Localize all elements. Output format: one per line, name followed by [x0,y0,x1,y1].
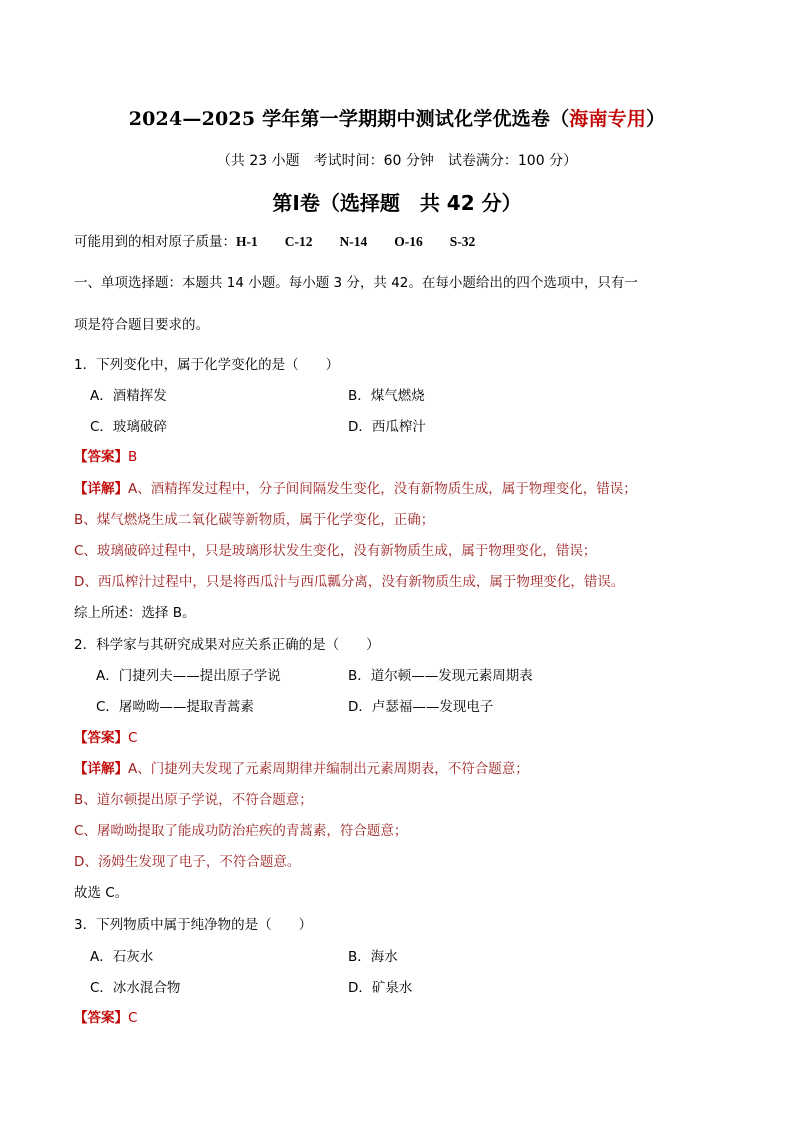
question-2-option-c: C．屠呦呦——提取青蒿素 [96,699,254,715]
question-1-detail-b: B、煤气燃烧生成二氧化碳等新物质，属于化学变化，正确； [74,512,435,528]
detail-tag: 【详解】 [74,761,128,777]
question-2-detail-d: D、汤姆生发现了电子，不符合题意。 [74,854,301,870]
question-1-option-a: A．酒精挥发 [90,388,167,404]
question-1-detail-c: C、玻璃破碎过程中，只是玻璃形状发生变化，没有新物质生成，属于物理变化，错误； [74,543,597,559]
question-1-summary: 综上所述：选择 B。 [74,605,196,621]
answer-tag: 【答案】 [74,1010,128,1026]
answer-tag: 【答案】 [74,730,128,746]
answer-tag: 【答案】 [74,449,128,465]
answer-value: C [128,730,138,746]
question-1-detail-a [74,477,637,497]
question-1-option-c: C．玻璃破碎 [90,419,167,435]
question-3-option-c: C．冰水混合物 [90,980,181,996]
question-2-detail-b: B、道尔顿提出原子学说，不符合题意； [74,792,313,808]
question-2-summary: 故选 C。 [74,885,129,901]
question-3-option-d: D．矿泉水 [348,980,413,996]
question-2-detail-a [74,757,529,777]
page-title [0,104,794,131]
instructions-line-1: 一、单项选择题：本题共 14 小题。每小题 3 分，共 42。在每小题给出的四个选项中，只有一 [74,275,638,291]
section-heading: 第Ⅰ卷（选择题 共 42 分） [272,191,522,215]
question-1-stem: 1．下列变化中，属于化学变化的是（ ） [74,357,340,373]
question-2-detail-c: C、屠呦呦提取了能成功防治疟疾的青蒿素，符合题意； [74,823,408,839]
title-main: 2024—2025 学年第一学期期中测试化学优选卷（ [128,108,570,130]
question-2-option-a: A．门捷列夫——提出原子学说 [96,668,281,684]
question-2-option-d: D．卢瑟福——发现电子 [348,699,494,715]
instructions-line-2: 项是符合题目要求的。 [74,317,209,333]
answer-value: C [128,1010,138,1026]
question-2-option-b: B．道尔顿——发现元素周期表 [348,668,533,684]
question-1-detail-d: D、西瓜榨汁过程中，只是将西瓜汁与西瓜瓤分离，没有新物质生成，属于物理变化，错误。 [74,574,625,590]
detail-text: A、酒精挥发过程中，分子间间隔发生变化，没有新物质生成，属于物理变化，错误； [128,481,637,497]
question-1-answer [74,445,137,465]
atomic-masses [74,230,475,250]
question-3-option-a: A．石灰水 [90,949,154,965]
question-1-option-b: B．煤气燃烧 [348,388,425,404]
title-end: ） [646,108,666,130]
title-region: 海南专用 [569,108,647,130]
question-3-answer [74,1006,137,1026]
question-2-answer [74,726,137,746]
answer-value: B [128,449,138,465]
exam-subtitle: （共 23 小题 考试时间：60 分钟 试卷满分：100 分） [216,153,578,169]
atomic-masses-label: 可能用到的相对原子质量： [74,234,236,250]
atomic-masses-values: H-1 C-12 N-14 O-16 S-32 [236,234,476,249]
question-1-option-d: D．西瓜榨汁 [348,419,426,435]
detail-tag: 【详解】 [74,481,128,497]
detail-text: A、门捷列夫发现了元素周期律并编制出元素周期表，不符合题意； [128,761,529,777]
question-3-stem: 3．下列物质中属于纯净物的是（ ） [74,917,313,933]
question-3-option-b: B．海水 [348,949,398,965]
question-2-stem: 2．科学家与其研究成果对应关系正确的是（ ） [74,637,380,653]
